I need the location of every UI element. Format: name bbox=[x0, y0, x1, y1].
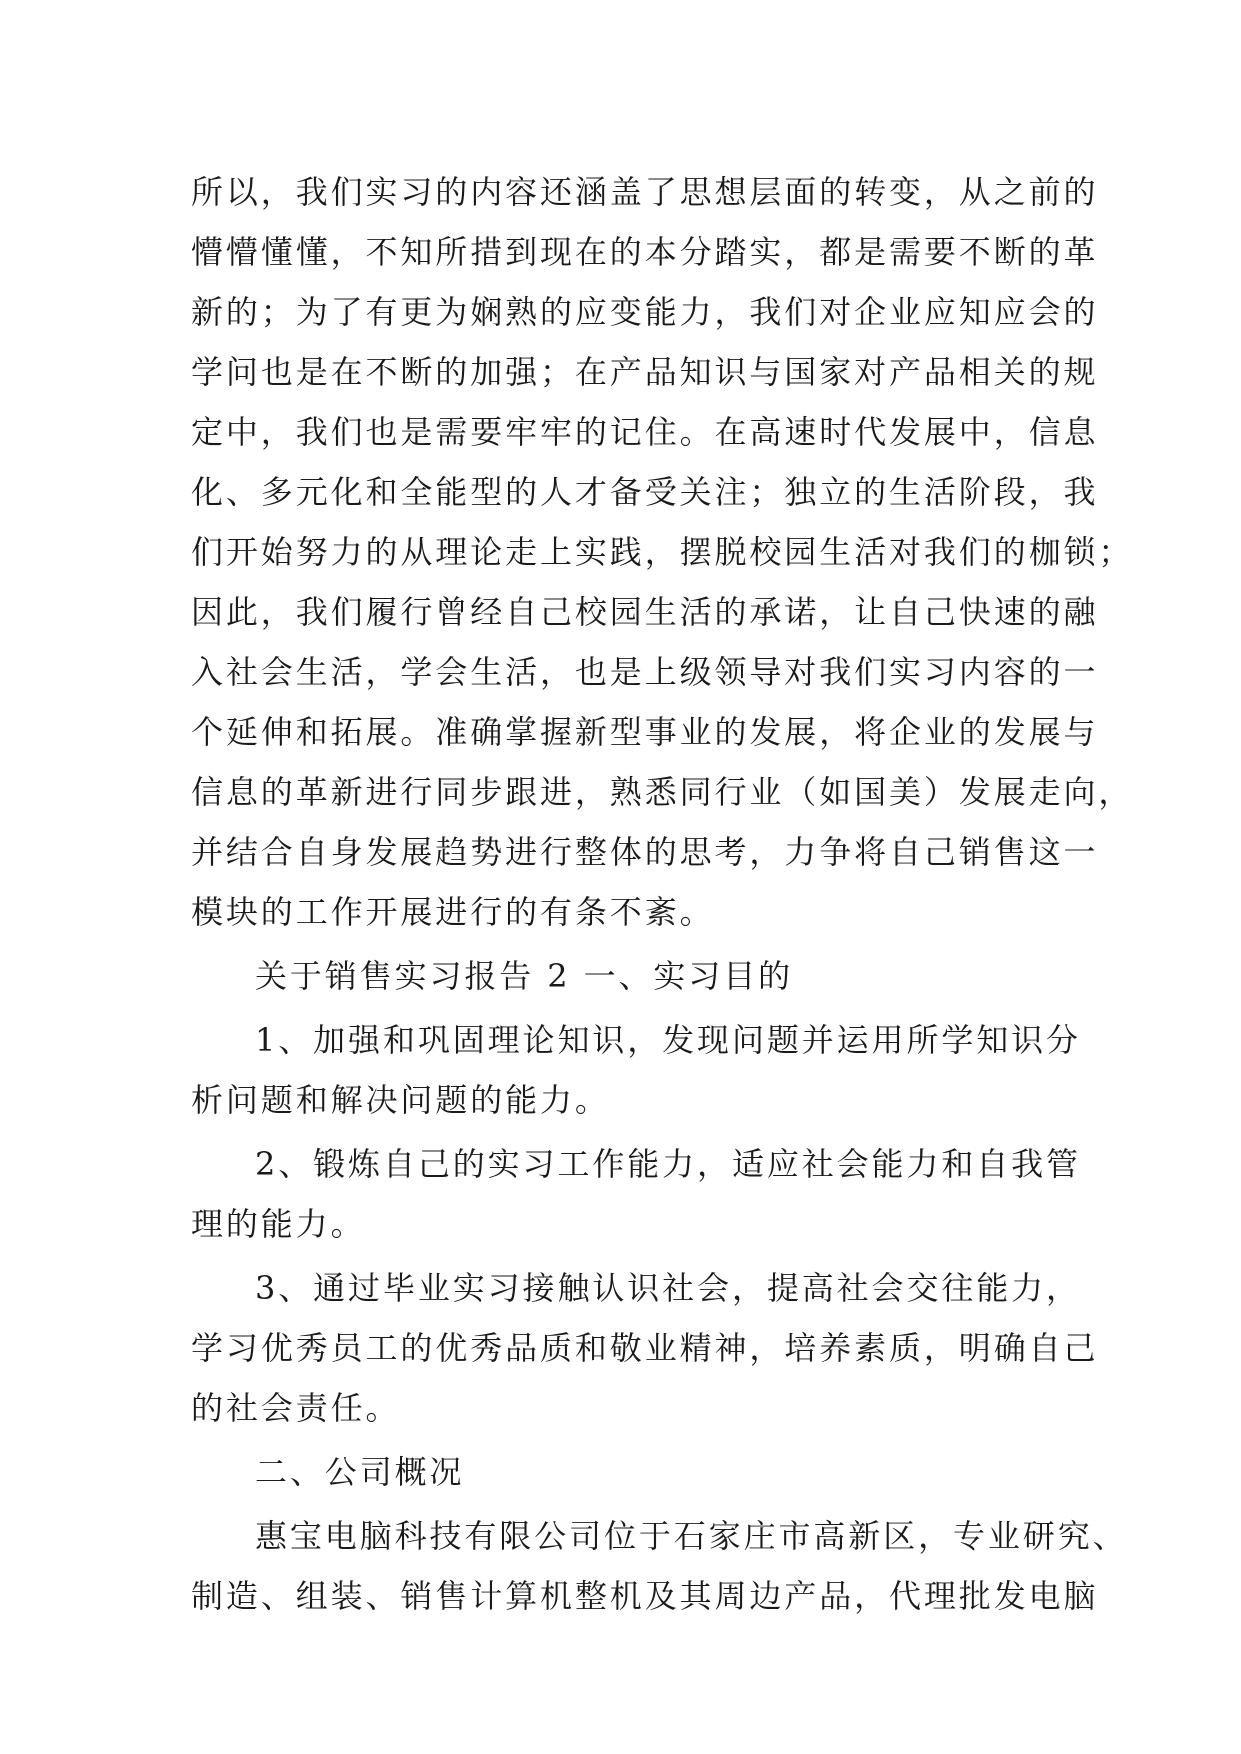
text-line: 并结合自身发展趋势进行整体的思考，力争将自己销售这一 bbox=[191, 833, 1099, 871]
text-line: 懵懵懂懂，不知所措到现在的本分踏实，都是需要不断的革 bbox=[191, 233, 1099, 271]
text-line: 化、多元化和全能型的人才备受关注；独立的生活阶段，我 bbox=[191, 473, 1099, 511]
text-line: 1、加强和巩固理论知识，发现问题并运用所学知识分 bbox=[255, 1021, 1081, 1059]
text-line: 析问题和解决问题的能力。 bbox=[191, 1081, 610, 1119]
list-item-2 bbox=[191, 1134, 1081, 1254]
document-body bbox=[191, 162, 1134, 1626]
list-item-3 bbox=[191, 1258, 1099, 1438]
text-line: 信息的革新进行同步跟进，熟悉同行业（如国美）发展走向， bbox=[191, 773, 1134, 811]
section-heading-report-2: 关于销售实习报告 2 一、实习目的 bbox=[255, 957, 794, 995]
text-line: 入社会生活，学会生活，也是上级领导对我们实习内容的一 bbox=[191, 653, 1099, 691]
text-line: 新的；为了有更为娴熟的应变能力，我们对企业应知应会的 bbox=[191, 293, 1099, 331]
text-line: 个延伸和拓展。准确掌握新型事业的发展，将企业的发展与 bbox=[191, 713, 1099, 751]
text-line: 理的能力。 bbox=[191, 1205, 366, 1243]
text-line: 因此，我们履行曾经自己校园生活的承诺，让自己快速的融 bbox=[191, 593, 1099, 631]
paragraph-thought-change bbox=[191, 162, 1134, 942]
text-line: 的社会责任。 bbox=[191, 1389, 401, 1427]
text-line: 模块的工作开展进行的有条不紊。 bbox=[191, 893, 715, 931]
text-line: 所以，我们实习的内容还涵盖了思想层面的转变，从之前的 bbox=[191, 173, 1099, 211]
text-line: 惠宝电脑科技有限公司位于石家庄市高新区，专业研究、 bbox=[255, 1517, 1128, 1555]
text-line: 定中，我们也是需要牢牢的记住。在高速时代发展中，信息 bbox=[191, 413, 1099, 451]
text-line: 制造、组装、销售计算机整机及其周边产品，代理批发电脑 bbox=[191, 1577, 1099, 1615]
text-line: 们开始努力的从理论走上实践，摆脱校园生活对我们的枷锁； bbox=[191, 533, 1134, 571]
list-item-1 bbox=[191, 1010, 1081, 1130]
text-line: 学问也是在不断的加强；在产品知识与国家对产品相关的规 bbox=[191, 353, 1099, 391]
section-heading-company-overview: 二、公司概况 bbox=[255, 1453, 465, 1491]
text-line: 2、锻炼自己的实习工作能力，适应社会能力和自我管 bbox=[255, 1145, 1081, 1183]
paragraph-company-overview bbox=[191, 1506, 1128, 1626]
text-line: 学习优秀员工的优秀品质和敬业精神，培养素质，明确自己 bbox=[191, 1329, 1099, 1367]
text-line: 3、通过毕业实习接触认识社会，提高社会交往能力， bbox=[255, 1269, 1081, 1307]
